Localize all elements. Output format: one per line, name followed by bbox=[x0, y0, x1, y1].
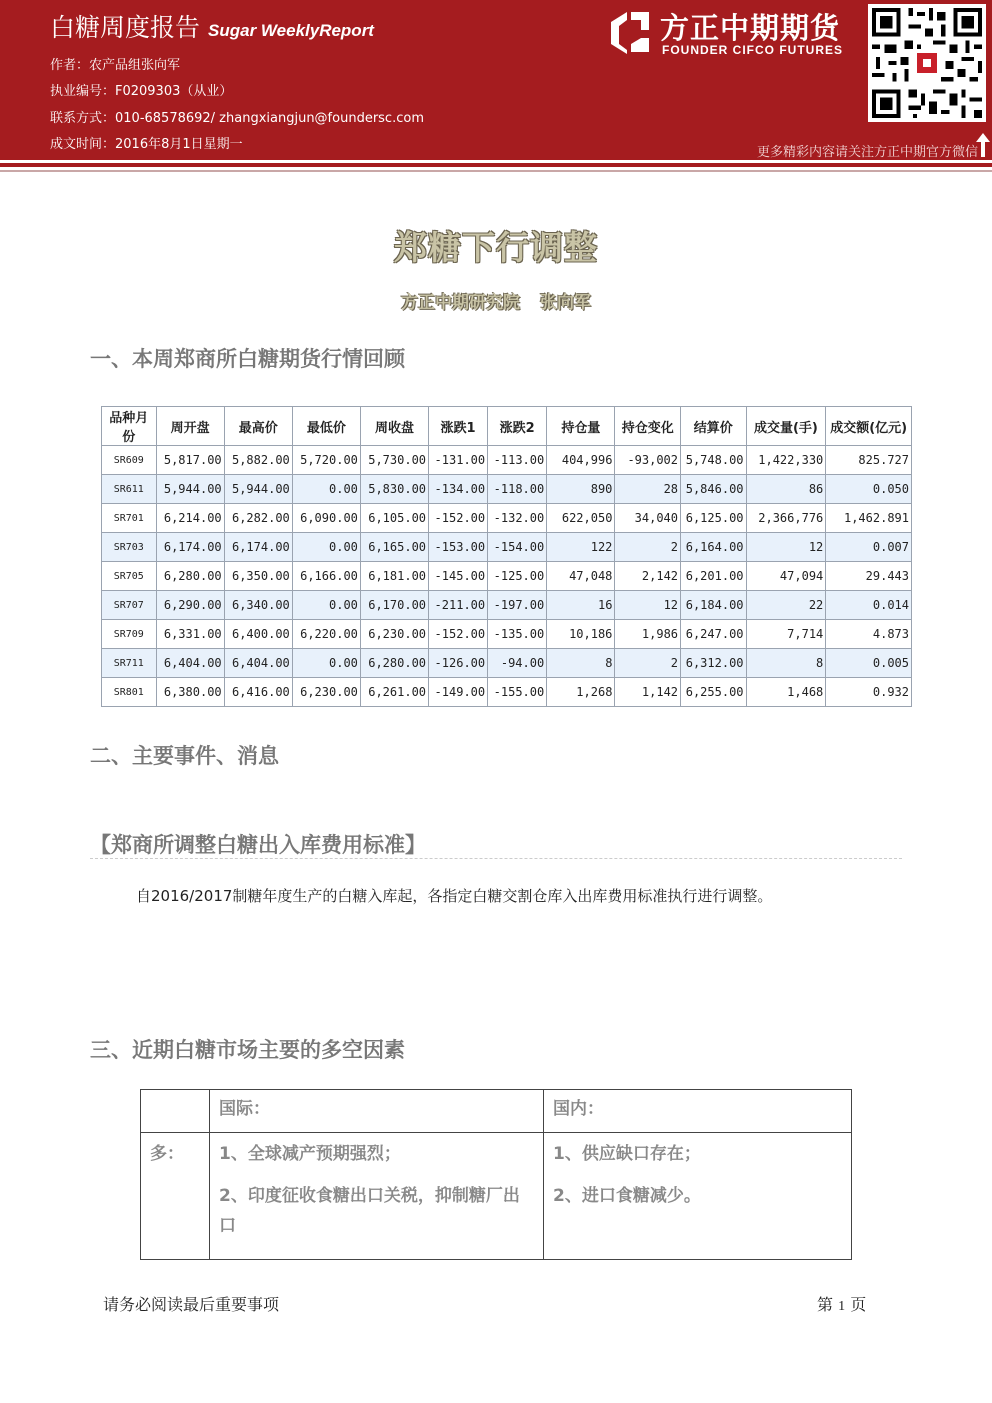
table-cell: 1,986 bbox=[615, 620, 681, 649]
factors-domestic-cell bbox=[544, 1133, 852, 1260]
table-cell: 6,280.00 bbox=[360, 649, 428, 678]
table-cell: 6,201.00 bbox=[681, 562, 747, 591]
table-header-cell: 成交额(亿元) bbox=[826, 407, 912, 446]
table-cell: 1,468 bbox=[746, 678, 826, 707]
table-header-cell: 最高价 bbox=[224, 407, 292, 446]
table-cell: 47,094 bbox=[746, 562, 826, 591]
factors-corner-cell bbox=[141, 1090, 210, 1133]
factors-intl-cell bbox=[210, 1133, 544, 1260]
table-cell: 1,142 bbox=[615, 678, 681, 707]
wechat-qr-code bbox=[868, 4, 986, 122]
factor-item: 2、印度征收食糖出口关税，抑制糖厂出口 bbox=[219, 1186, 520, 1236]
table-cell: -152.00 bbox=[429, 620, 488, 649]
table-cell: 6,230.00 bbox=[292, 678, 360, 707]
table-cell: -125.00 bbox=[488, 562, 547, 591]
table-cell: 6,174.00 bbox=[224, 533, 292, 562]
news-title: 【郑商所调整白糖出入库费用标准】 bbox=[90, 833, 426, 857]
table-row bbox=[102, 591, 912, 620]
table-row bbox=[102, 678, 912, 707]
table-cell: 6,282.00 bbox=[224, 504, 292, 533]
table-cell: 0.00 bbox=[292, 591, 360, 620]
table-cell: 6,404.00 bbox=[156, 649, 224, 678]
logo-text-en: FOUNDER CIFCO FUTURES bbox=[662, 43, 843, 57]
table-cell: 47,048 bbox=[547, 562, 615, 591]
table-cell: 404,996 bbox=[547, 446, 615, 475]
table-cell: 12 bbox=[746, 533, 826, 562]
table-cell: 6,261.00 bbox=[360, 678, 428, 707]
table-cell: -132.00 bbox=[488, 504, 547, 533]
table-header-row bbox=[102, 407, 912, 446]
logo-mark-icon bbox=[605, 8, 653, 56]
author-line: 作者：农产品组张向军 bbox=[50, 58, 181, 73]
table-cell: 0.00 bbox=[292, 533, 360, 562]
table-cell: -152.00 bbox=[429, 504, 488, 533]
table-cell: 6,331.00 bbox=[156, 620, 224, 649]
table-row bbox=[102, 504, 912, 533]
table-cell: 10,186 bbox=[547, 620, 615, 649]
table-cell: 5,944.00 bbox=[224, 475, 292, 504]
report-title bbox=[50, 8, 374, 44]
news-divider bbox=[90, 858, 902, 859]
contract-code-cell: SR611 bbox=[102, 475, 157, 504]
table-cell: 4.873 bbox=[826, 620, 912, 649]
table-cell: 1,462.891 bbox=[826, 504, 912, 533]
date-line: 成文时间：2016年8月1日星期一 bbox=[50, 137, 243, 152]
table-cell: 6,184.00 bbox=[681, 591, 747, 620]
table-cell: 6,416.00 bbox=[224, 678, 292, 707]
table-cell: 6,404.00 bbox=[224, 649, 292, 678]
factor-item: 1、供应缺口存在； bbox=[553, 1144, 701, 1164]
table-cell: -153.00 bbox=[429, 533, 488, 562]
table-cell: 6,125.00 bbox=[681, 504, 747, 533]
table-cell: 0.050 bbox=[826, 475, 912, 504]
table-cell: -93,002 bbox=[615, 446, 681, 475]
report-title-cn: 白糖周度报告 bbox=[50, 13, 201, 42]
table-body bbox=[102, 446, 912, 707]
table-cell: 1,422,330 bbox=[746, 446, 826, 475]
table-cell: -145.00 bbox=[429, 562, 488, 591]
contract-code-cell: SR701 bbox=[102, 504, 157, 533]
table-cell: 5,817.00 bbox=[156, 446, 224, 475]
table-cell: 6,170.00 bbox=[360, 591, 428, 620]
table-cell: 29.443 bbox=[826, 562, 912, 591]
table-cell: 6,350.00 bbox=[224, 562, 292, 591]
contact-line: 联系方式：010-68578692/ zhangxiangjun@foundersc.com bbox=[50, 111, 424, 126]
table-cell: 1,268 bbox=[547, 678, 615, 707]
table-cell: 5,748.00 bbox=[681, 446, 747, 475]
factors-table bbox=[140, 1089, 852, 1260]
table-row bbox=[102, 562, 912, 591]
footer-notice: 请务必阅读最后重要事项 bbox=[103, 1295, 280, 1314]
market-table bbox=[101, 406, 912, 707]
table-cell: -113.00 bbox=[488, 446, 547, 475]
section-heading-factors: 三、近期白糖市场主要的多空因素 bbox=[90, 1038, 405, 1062]
factors-col-domestic: 国内： bbox=[544, 1090, 852, 1133]
table-cell: 86 bbox=[746, 475, 826, 504]
table-header-cell: 持仓变化 bbox=[615, 407, 681, 446]
table-header-cell: 持仓量 bbox=[547, 407, 615, 446]
table-row bbox=[102, 446, 912, 475]
factor-item: 1、全球减产预期强烈； bbox=[219, 1144, 401, 1164]
table-cell: 6,255.00 bbox=[681, 678, 747, 707]
table-cell: 6,214.00 bbox=[156, 504, 224, 533]
table-cell: 12 bbox=[615, 591, 681, 620]
table-cell: 0.007 bbox=[826, 533, 912, 562]
table-cell: 16 bbox=[547, 591, 615, 620]
table-row bbox=[102, 620, 912, 649]
table-cell: 0.932 bbox=[826, 678, 912, 707]
table-cell: -126.00 bbox=[429, 649, 488, 678]
table-cell: 0.005 bbox=[826, 649, 912, 678]
report-title-en: Sugar WeeklyReport bbox=[208, 21, 374, 40]
table-cell: 0.00 bbox=[292, 649, 360, 678]
header-divider-thin bbox=[0, 170, 992, 172]
contract-code-cell: SR703 bbox=[102, 533, 157, 562]
table-cell: 6,105.00 bbox=[360, 504, 428, 533]
table-header-cell: 品种月份 bbox=[102, 407, 157, 446]
table-cell: -135.00 bbox=[488, 620, 547, 649]
table-cell: 2 bbox=[615, 649, 681, 678]
table-cell: 28 bbox=[615, 475, 681, 504]
page-number bbox=[817, 1292, 866, 1315]
section-heading-news: 二、主要事件、消息 bbox=[90, 744, 279, 768]
news-body: 自2016/2017制糖年度生产的白糖入库起，各指定白糖交割仓库入出库费用标准执行进行调整。 bbox=[136, 887, 773, 905]
table-cell: 825.727 bbox=[826, 446, 912, 475]
table-cell: 5,720.00 bbox=[292, 446, 360, 475]
report-header bbox=[0, 0, 992, 160]
table-cell: 34,040 bbox=[615, 504, 681, 533]
document-subtitle: 方正中期研究院 张向军 bbox=[401, 293, 591, 313]
factors-header-row bbox=[141, 1090, 852, 1133]
page-num: 1 bbox=[838, 1299, 846, 1314]
table-cell: 5,730.00 bbox=[360, 446, 428, 475]
table-cell: -118.00 bbox=[488, 475, 547, 504]
contract-code-cell: SR709 bbox=[102, 620, 157, 649]
contract-code-cell: SR711 bbox=[102, 649, 157, 678]
factors-row-label: 多： bbox=[141, 1133, 210, 1260]
table-cell: -131.00 bbox=[429, 446, 488, 475]
table-row bbox=[102, 533, 912, 562]
table-cell: -134.00 bbox=[429, 475, 488, 504]
contract-code-cell: SR705 bbox=[102, 562, 157, 591]
factor-item: 2、进口食糖减少。 bbox=[553, 1186, 701, 1206]
table-cell: 6,181.00 bbox=[360, 562, 428, 591]
table-cell: 6,090.00 bbox=[292, 504, 360, 533]
table-cell: 6,400.00 bbox=[224, 620, 292, 649]
table-cell: -197.00 bbox=[488, 591, 547, 620]
table-cell: -155.00 bbox=[488, 678, 547, 707]
contract-code-cell: SR609 bbox=[102, 446, 157, 475]
factors-col-intl: 国际： bbox=[210, 1090, 544, 1133]
factors-bull-row bbox=[141, 1133, 852, 1260]
table-cell: 5,846.00 bbox=[681, 475, 747, 504]
table-header-cell: 最低价 bbox=[292, 407, 360, 446]
table-cell: 7,714 bbox=[746, 620, 826, 649]
table-cell: 6,230.00 bbox=[360, 620, 428, 649]
table-header-cell: 周收盘 bbox=[360, 407, 428, 446]
table-cell: 0.00 bbox=[292, 475, 360, 504]
table-cell: -211.00 bbox=[429, 591, 488, 620]
table-cell: 6,165.00 bbox=[360, 533, 428, 562]
table-cell: 2,142 bbox=[615, 562, 681, 591]
table-row bbox=[102, 649, 912, 678]
table-cell: 6,247.00 bbox=[681, 620, 747, 649]
license-line: 执业编号：F0209303（从业） bbox=[50, 84, 233, 99]
table-header-cell: 涨跌1 bbox=[429, 407, 488, 446]
table-header-cell: 涨跌2 bbox=[488, 407, 547, 446]
company-logo bbox=[605, 6, 860, 62]
follow-wechat-text: 更多精彩内容请关注方正中期官方微信 bbox=[756, 145, 978, 160]
table-header-cell: 结算价 bbox=[681, 407, 747, 446]
table-cell: 5,944.00 bbox=[156, 475, 224, 504]
table-cell: 2 bbox=[615, 533, 681, 562]
document-title: 郑糖下行调整 bbox=[394, 228, 598, 267]
table-cell: 6,166.00 bbox=[292, 562, 360, 591]
table-cell: 6,312.00 bbox=[681, 649, 747, 678]
table-cell: 2,366,776 bbox=[746, 504, 826, 533]
table-cell: -149.00 bbox=[429, 678, 488, 707]
page-suffix: 页 bbox=[850, 1295, 867, 1314]
table-cell: -154.00 bbox=[488, 533, 547, 562]
page-prefix: 第 bbox=[817, 1295, 834, 1314]
contract-code-cell: SR707 bbox=[102, 591, 157, 620]
table-cell: 8 bbox=[547, 649, 615, 678]
table-cell: 6,340.00 bbox=[224, 591, 292, 620]
table-cell: 6,380.00 bbox=[156, 678, 224, 707]
table-cell: 6,220.00 bbox=[292, 620, 360, 649]
contract-code-cell: SR801 bbox=[102, 678, 157, 707]
table-cell: 5,882.00 bbox=[224, 446, 292, 475]
table-cell: -94.00 bbox=[488, 649, 547, 678]
logo-text-cn: 方正中期期货 bbox=[660, 11, 841, 45]
table-cell: 6,290.00 bbox=[156, 591, 224, 620]
section-heading-market-review: 一、本周郑商所白糖期货行情回顾 bbox=[90, 347, 405, 371]
table-cell: 6,164.00 bbox=[681, 533, 747, 562]
table-cell: 122 bbox=[547, 533, 615, 562]
table-header-cell: 成交量(手) bbox=[746, 407, 826, 446]
table-cell: 0.014 bbox=[826, 591, 912, 620]
table-cell: 890 bbox=[547, 475, 615, 504]
table-header-cell: 周开盘 bbox=[156, 407, 224, 446]
table-cell: 5,830.00 bbox=[360, 475, 428, 504]
table-cell: 8 bbox=[746, 649, 826, 678]
arrow-up-icon bbox=[976, 133, 990, 157]
header-divider bbox=[0, 163, 992, 167]
table-cell: 622,050 bbox=[547, 504, 615, 533]
qr-code-icon bbox=[868, 4, 986, 122]
table-cell: 6,174.00 bbox=[156, 533, 224, 562]
table-cell: 22 bbox=[746, 591, 826, 620]
table-cell: 6,280.00 bbox=[156, 562, 224, 591]
table-row bbox=[102, 475, 912, 504]
